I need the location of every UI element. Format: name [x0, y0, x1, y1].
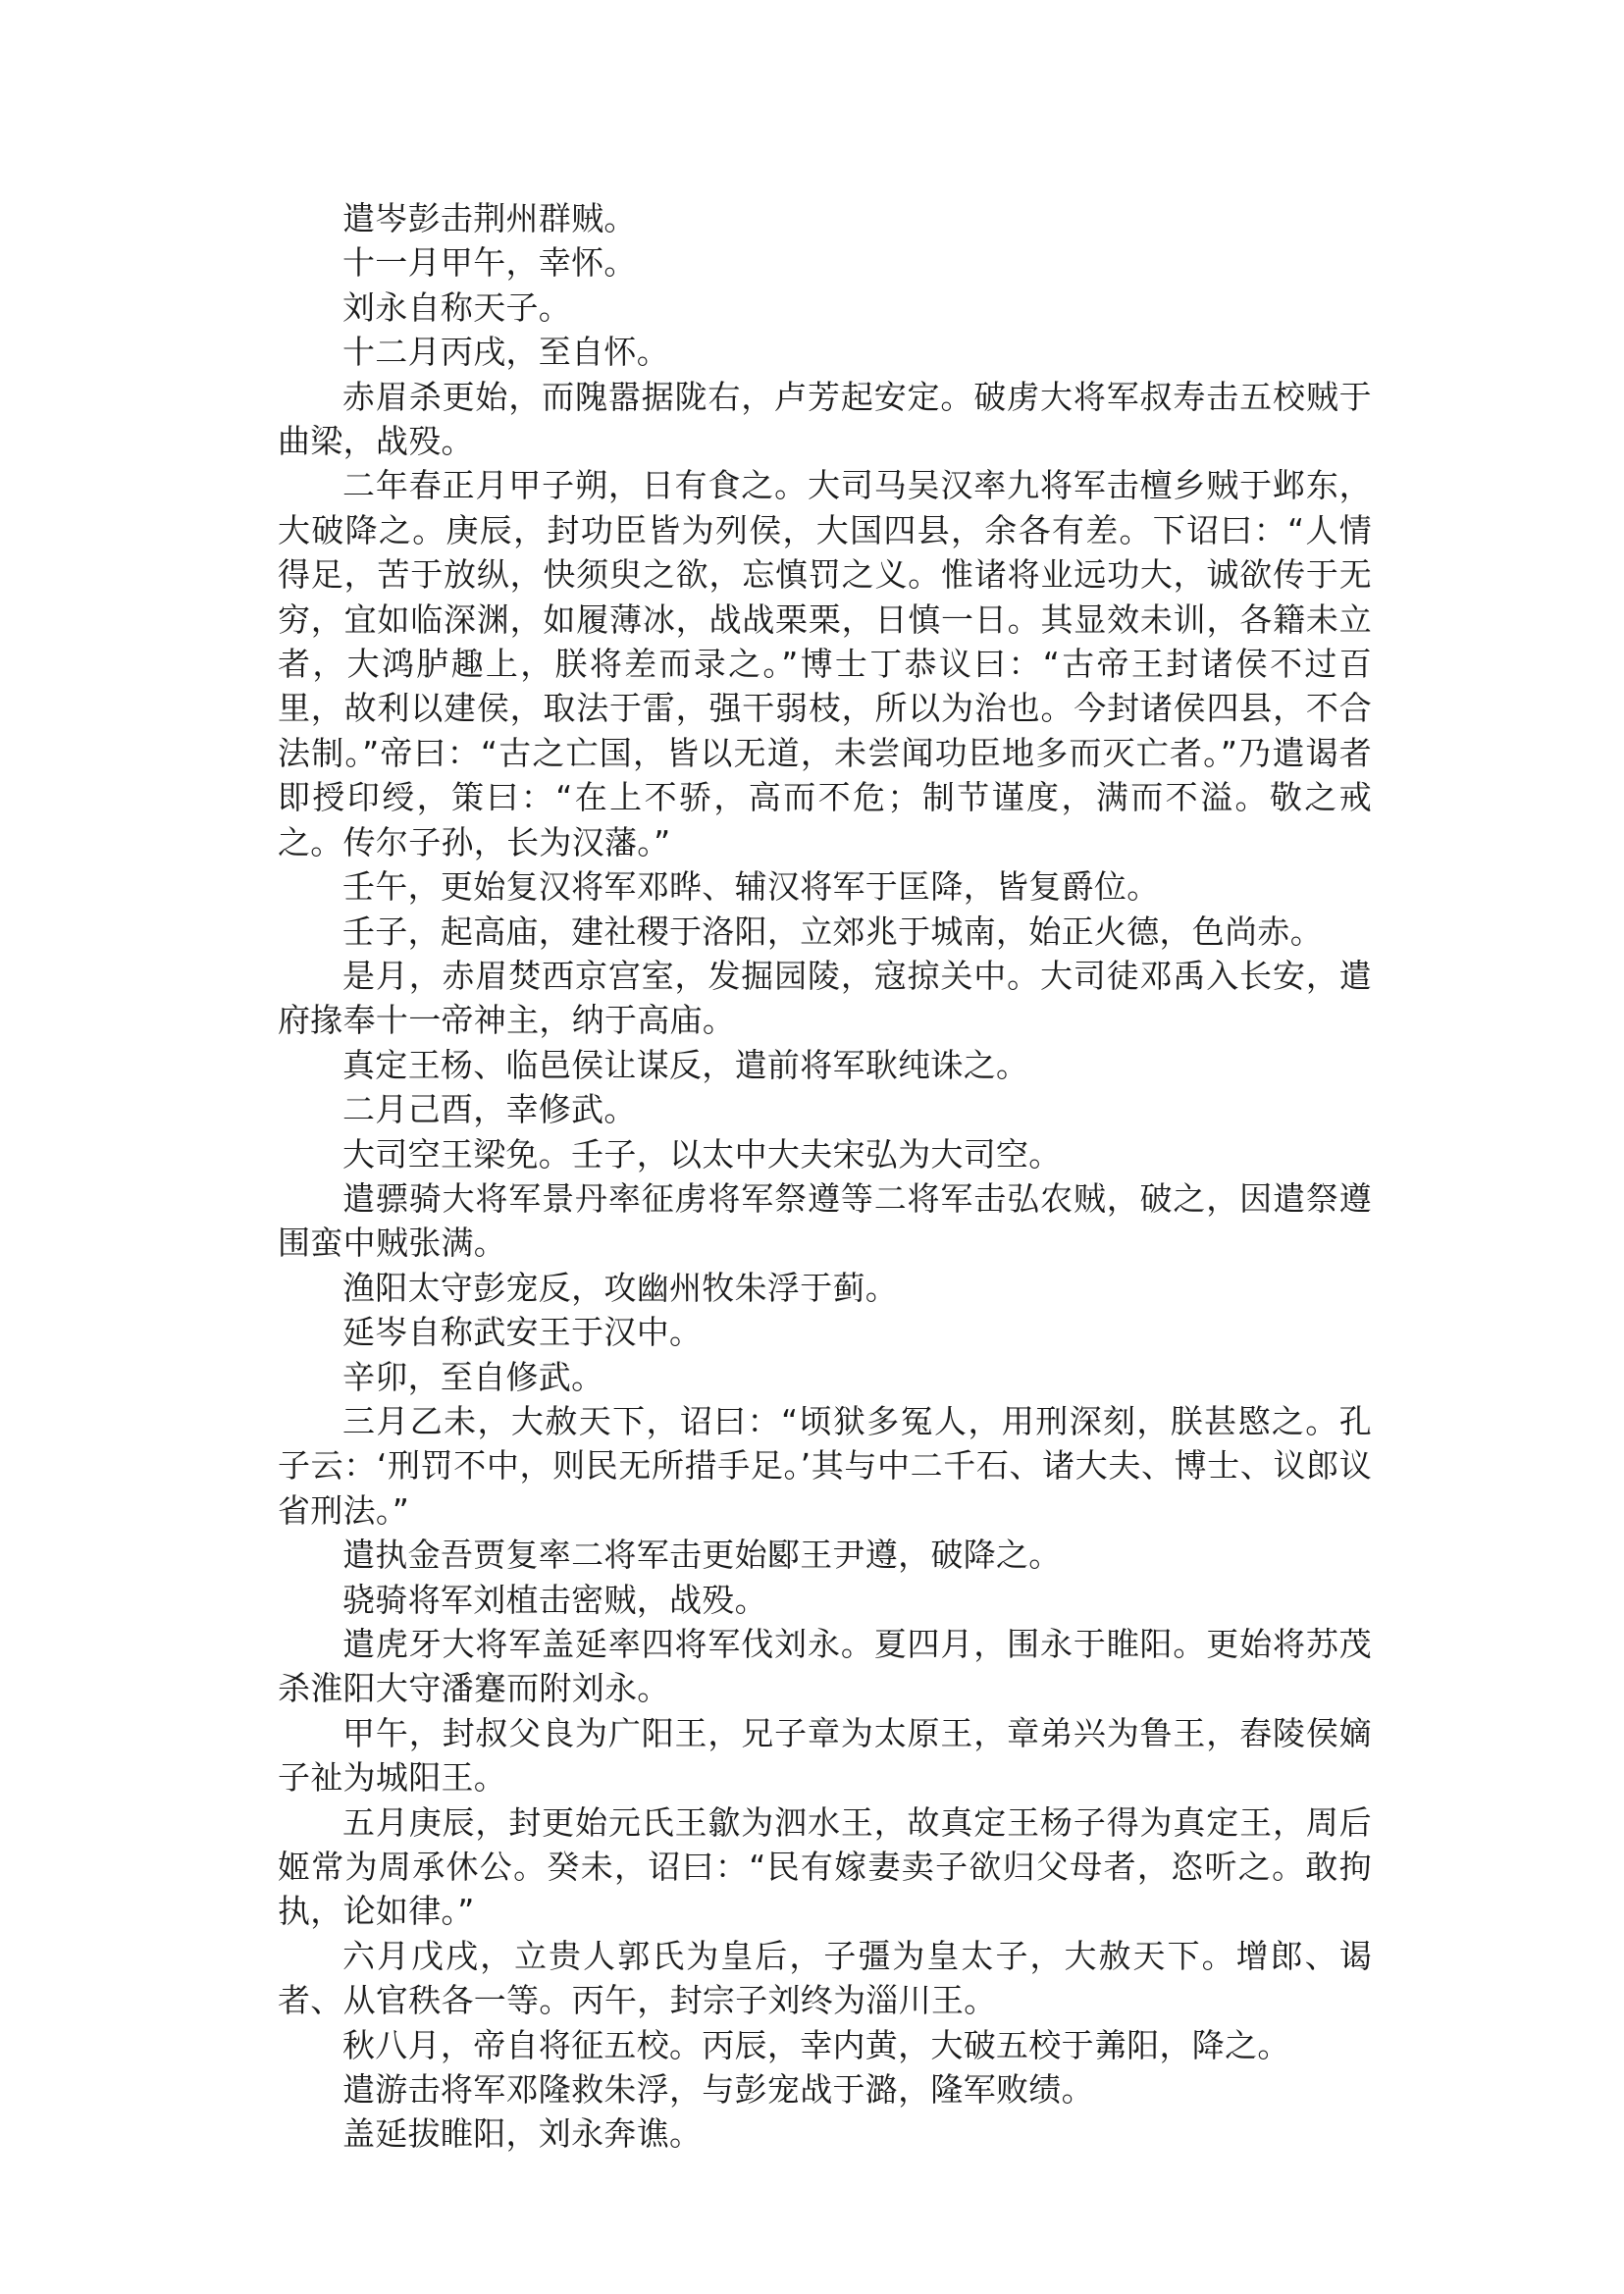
paragraph: 三月乙未，大赦天下，诏曰：“顷狱多冤人，用刑深刻，朕甚愍之。孔子云：‘刑罚不中，则民无所措手足。’其与中二千石、诸大夫、博士、议郎议省刑法。”: [278, 1401, 1372, 1530]
paragraph: 遣骠骑大将军景丹率征虏将军祭遵等二将军击弘农贼，破之，因遣祭遵围蛮中贼张满。: [278, 1178, 1372, 1263]
paragraph: 遣执金吾贾复率二将军击更始郾王尹遵，破降之。: [342, 1536, 1062, 1575]
paragraph: 遣岑彭击荆州群贼。: [342, 199, 637, 237]
paragraph: 遣虎牙大将军盖延率四将军伐刘永。夏四月，围永于睢阳。更始将苏茂杀淮阳大守潘蹇而附刘永。: [278, 1625, 1372, 1708]
paragraph: 延岑自称武安王于汉中。: [342, 1313, 703, 1352]
paragraph: 大司空王梁免。壬子，以太中大夫宋弘为大司空。: [342, 1134, 1062, 1173]
paragraph: 辛卯，至自修武。: [342, 1357, 604, 1396]
paragraph: 秋八月，帝自将征五校。丙辰，幸内黄，大破五校于羛阳，降之。: [342, 2025, 1290, 2064]
paragraph: 二年春正月甲子朔，日有食之。大司马吴汉率九将军击檀乡贼于邺东，大破降之。庚辰，封功臣皆为列侯，大国四县，余各有差。下诏曰：“人情得足，苦于放纵，快须臾之欲，忘慎罚之义。惟诸将业远功大，诚欲传于无穷，宜如临深渊，如履薄冰，战战栗栗，日慎一日。其显效未训，各籍未立者，大鸿胪趣上，朕将差而录之。”博士丁恭议曰：“古帝王封诸侯不过百里，故利以建侯，取法于雷，强干弱枝，所以为治也。今封诸侯四县，不合法制。”帝曰：“古之亡国，皆以无道，未尝闻功臣地多而灭亡者。”乃遣谒者即授印绶，策曰：“在上不骄，高而不危；制节谨度，满而不溢。敬之戒之。传尔子孙，长为汉藩。”: [278, 466, 1372, 861]
paragraph: 壬午，更始复汉将军邓晔、辅汉将军于匡降，皆复爵位。: [342, 867, 1160, 907]
body-text: [278, 196, 1372, 2157]
paragraph: 壬子，起高庙，建社稷于洛阳，立郊兆于城南，始正火德，色尚赤。: [342, 912, 1323, 951]
paragraph: 刘永自称天子。: [342, 287, 572, 327]
paragraph: 十一月甲午，幸怀。: [342, 243, 637, 283]
paragraph: 是月，赤眉焚西京宫室，发掘园陵，寇掠关中。大司徒邓禹入长安，遣府掾奉十一帝神主，纳于高庙。: [278, 956, 1372, 1040]
paragraph: 渔阳太守彭宠反，攻幽州牧朱浮于蓟。: [342, 1268, 899, 1307]
paragraph: 赤眉杀更始，而隗嚣据陇右，卢芳起安定。破虏大将军叔寿击五校贼于曲梁，战殁。: [278, 377, 1372, 461]
paragraph: 骁骑将军刘植击密贼，战殁。: [342, 1580, 767, 1619]
paragraph: 真定王杨、临邑侯让谋反，遣前将军耿纯诛之。: [342, 1045, 1029, 1084]
paragraph: 五月庚辰，封更始元氏王歙为泗水王，故真定王杨子得为真定王，周后姬常为周承休公。癸未，诏曰：“民有嫁妻卖子欲归父母者，恣听之。敢拘执，论如律。”: [278, 1802, 1372, 1931]
paragraph: 盖延拔睢阳，刘永奔谯。: [342, 2114, 703, 2154]
paragraph: 甲午，封叔父良为广阳王，兄子章为太原王，章弟兴为鲁王，舂陵侯嫡子祉为城阳王。: [278, 1713, 1372, 1798]
paragraph: 六月戊戌，立贵人郭氏为皇后，子彊为皇太子，大赦天下。增郎、谒者、从官秩各一等。丙午，封宗子刘终为淄川王。: [278, 1936, 1372, 2020]
paragraph: 二月己酉，幸修武。: [342, 1090, 637, 1129]
paragraph: 遣游击将军邓隆救朱浮，与彭宠战于潞，隆军败绩。: [342, 2070, 1094, 2110]
paragraph: 十二月丙戌，至自怀。: [342, 333, 669, 372]
